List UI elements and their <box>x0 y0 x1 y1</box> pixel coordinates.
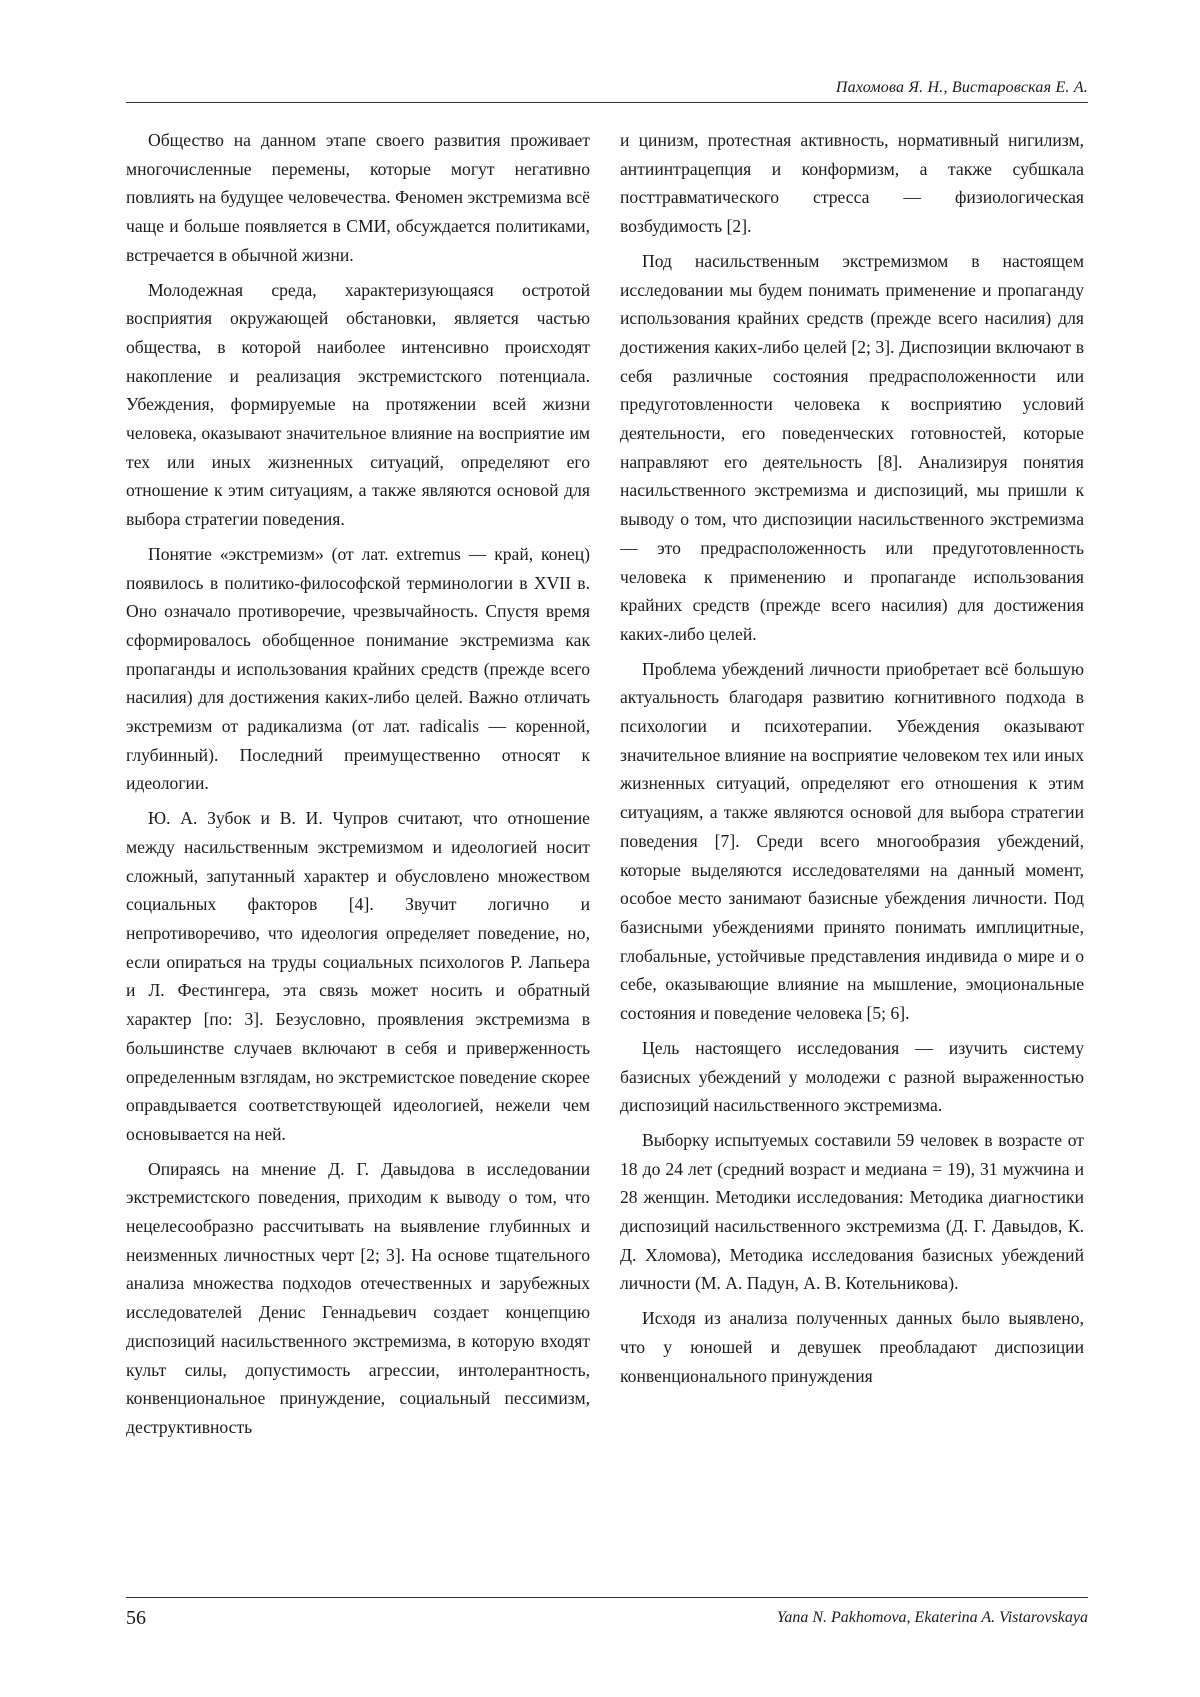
footer-rule <box>126 1597 1088 1598</box>
running-header: Пахомова Я. Н., Вистаровская Е. А. <box>835 79 1088 96</box>
paragraph: Исходя из анализа полученных данных было выявлено, что у юношей и девушек преобладают диспозиции конвенционального принуждения <box>620 1308 1084 1386</box>
paragraph: Молодежная среда, характеризующаяся остротой восприятия окружающей обстановки, является частью общества, в которой наиболее интенсивно происходят накопление и реализация экстремистского потенциала. Убеждения, формируемые на протяжении всей жизни человека, оказывают значительное влияние на восприятие им тех или иных жизненных ситуаций, определяют его отношение к этим ситуациям, а также являются основой для выбора стратегии поведения. <box>126 279 590 530</box>
paragraph: Под насильственным экстремизмом в настоящем исследовании мы будем понимать применение и пропаганду использования крайних средств (прежде всего насилия) для достижения каких-либо целей [2; 3]. Диспозиции включают в себя различные состояния предрасположенности или предуготовленности человека к восприятию условий деятельности, его поведенческих готовностей, которые направляют его деятельность [8]. Анализируя понятия насильственного экстремизма и диспозиций, мы пришли к выводу о том, что диспозиции насильственного экстремизма — это предрасположенность или предуготовленность человека к применению и пропаганде использования крайних средств (прежде всего насилия) для достижения каких-либо целей. <box>620 250 1084 644</box>
paragraph-continuation: и цинизм, протестная активность, нормативный нигилизм, антиинтрацепция и конформизм, а также субшкала посттравматического стресса — физиологическая возбудимость [2]. <box>620 130 1084 237</box>
header-rule <box>126 102 1088 103</box>
running-footer: Yana N. Pakhomova, Ekaterina A. Vistarovskaya <box>776 1609 1088 1626</box>
paragraph: Цель настоящего исследования — изучить систему базисных убеждений у молодежи с разной выраженностью диспозиций насильственного экстремизма. <box>620 1037 1084 1116</box>
paragraph: Понятие «экстремизм» (от лат. extremus — край, конец) появилось в политико-философской терминологии в XVII в. Оно означало противоречие, чрезвычайность. Спустя время сформировалось обобщенное понимание экстремизма как пропаганды и использования крайних средств (прежде всего насилия) для достижения каких-либо целей. Важно отличать экстремизм от радикализма (от лат. radicalis — коренной, глубинный). Последний преимущественно относят к идеологии. <box>126 543 590 794</box>
right-column <box>620 126 1084 1586</box>
left-column <box>126 126 590 1586</box>
paragraph: Опираясь на мнение Д. Г. Давыдова в исследовании экстремистского поведения, приходим к выводу о том, что нецелесообразно рассчитывать на выявление глубинных и неизменных личностных черт [2; 3]. На основе тщательного анализа множества подходов отечественных и зарубежных исследователей Денис Геннадьевич создает концепцию диспозиций насильственного экстремизма, в которую входят культ силы, допустимость агрессии, интолерантность, конвенциональное принуждение, социальный пессимизм, деструктивность <box>126 1158 590 1437</box>
paragraph: Выборку испытуемых составили 59 человек в возрасте от 18 до 24 лет (средний возраст и медиана = 19), 31 мужчина и 28 женщин. Методики исследования: Методика диагностики диспозиций насильственного экстремизма (Д. Г. Давыдов, К. Д. Хломова), Методика исследования базисных убеждений личности (М. А. Падун, А. В. Котельникова). <box>620 1129 1084 1294</box>
paragraph: Ю. А. Зубок и В. И. Чупров считают, что отношение между насильственным экстремизмом и идеологией носит сложный, запутанный характер и обусловлено множеством социальных факторов [4]. Звучит логично и непротиворечиво, что идеология определяет поведение, но, если опираться на труды социальных психологов Р. Лапьера и Л. Фестингера, эта связь может носить и обратный характер [по: 3]. Безусловно, проявления экстремизма в большинстве случаев включают в себя и приверженность определенным взглядам, но экстремистское поведение скорее оправдывается соответствующей идеологией, нежели чем основывается на ней. <box>126 808 590 1144</box>
paragraph: Общество на данном этапе своего развития проживает многочисленные перемены, которые могут негативно повлиять на будущее человечества. Феномен экстремизма всё чаще и больше появляется в СМИ, обсуждается политиками, встречается в обычной жизни. <box>126 130 590 265</box>
page-number: 56 <box>126 1607 146 1629</box>
paragraph: Проблема убеждений личности приобретает всё большую актуальность благодаря развитию когнитивного подхода в психологии и психотерапии. Убеждения оказывают значительное влияние на восприятие человеком тех или иных жизненных ситуаций, определяют его отношения к этим ситуациям, а также являются основой для выбора стратегии поведения [7]. Среди всего многообразия убеждений, которые выделяются исследователями на данный момент, особое место занимают базисные убеждения личности. Под базисными убеждениями принято понимать имплицитные, глобальные, устойчивые представления индивида о мире и о себе, оказывающие влияние на мышление, эмоциональные состояния и поведение человека [5; 6]. <box>620 658 1084 1024</box>
